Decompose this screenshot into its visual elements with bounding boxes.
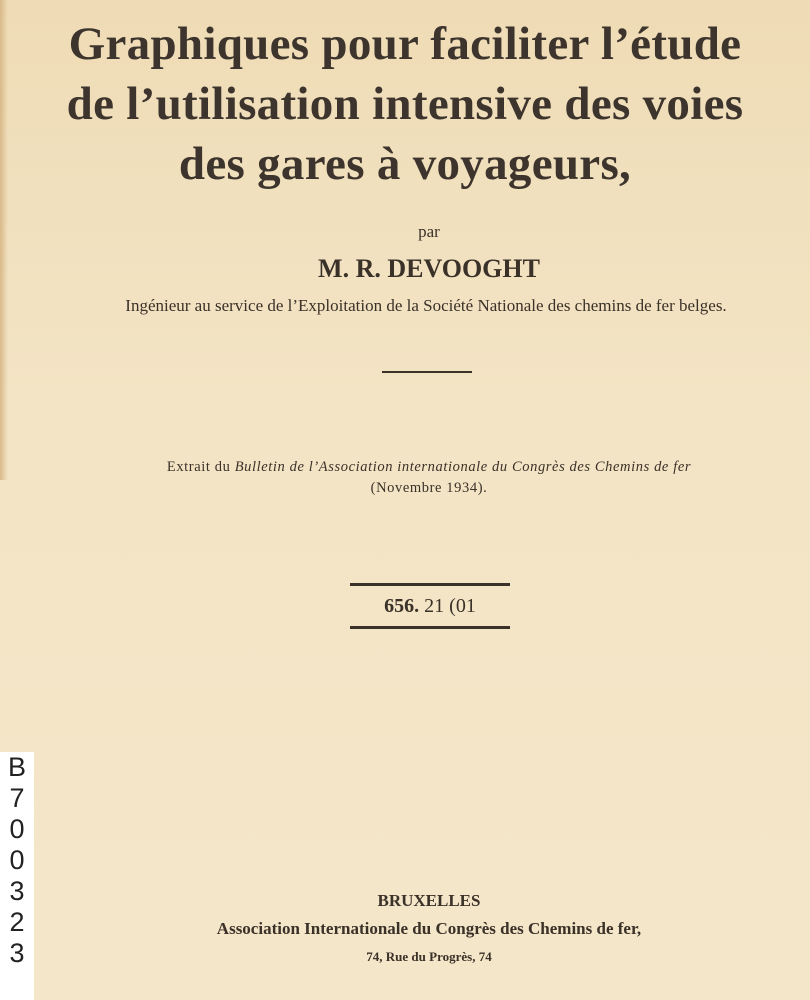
title-line-3: des gares à voyageurs,: [178, 138, 632, 190]
classification-code: [350, 586, 510, 626]
extract-notice: [0, 457, 810, 499]
publisher-city: BRUXELLES: [377, 891, 481, 910]
call-number-char: 0: [9, 814, 25, 844]
classification-main: 656.: [384, 595, 420, 617]
classification-bottom-rule: [350, 626, 510, 629]
call-number-char: 7: [9, 783, 25, 813]
call-number-char: B: [7, 752, 26, 782]
classification-box: [350, 583, 510, 629]
call-number-char: 3: [9, 938, 25, 968]
author-affiliation: Ingénieur au service de l’Exploitation de la Société Nationale des chemins de fer belges.: [125, 296, 727, 315]
call-number-char: 3: [9, 876, 25, 906]
publisher-address: 74, Rue du Progrès, 74: [366, 949, 492, 964]
separator-rule: [382, 371, 472, 373]
document-title: [0, 14, 810, 194]
title-line-2: de l’utilisation intensive des voies: [66, 78, 744, 130]
extract-prefix: Extrait du: [166, 459, 235, 475]
publisher-block: [0, 888, 810, 970]
call-number-char: 2: [9, 907, 25, 937]
call-number-char: 0: [9, 845, 25, 875]
call-number-label: [0, 752, 34, 1000]
extract-date: (Novembre 1934).: [370, 480, 488, 496]
classification-rest: 21 (01: [419, 595, 476, 617]
title-line-1: Graphiques pour faciliter l’étude: [68, 18, 742, 70]
byline-par: par: [418, 222, 440, 241]
journal-title: Bulletin de l’Association internationale du Congrès des Chemins de fer: [234, 459, 692, 475]
publisher-name: Association Internationale du Congrès des Chemins de fer,: [216, 919, 642, 938]
author-name: M. R. DEVOOGHT: [318, 254, 540, 283]
